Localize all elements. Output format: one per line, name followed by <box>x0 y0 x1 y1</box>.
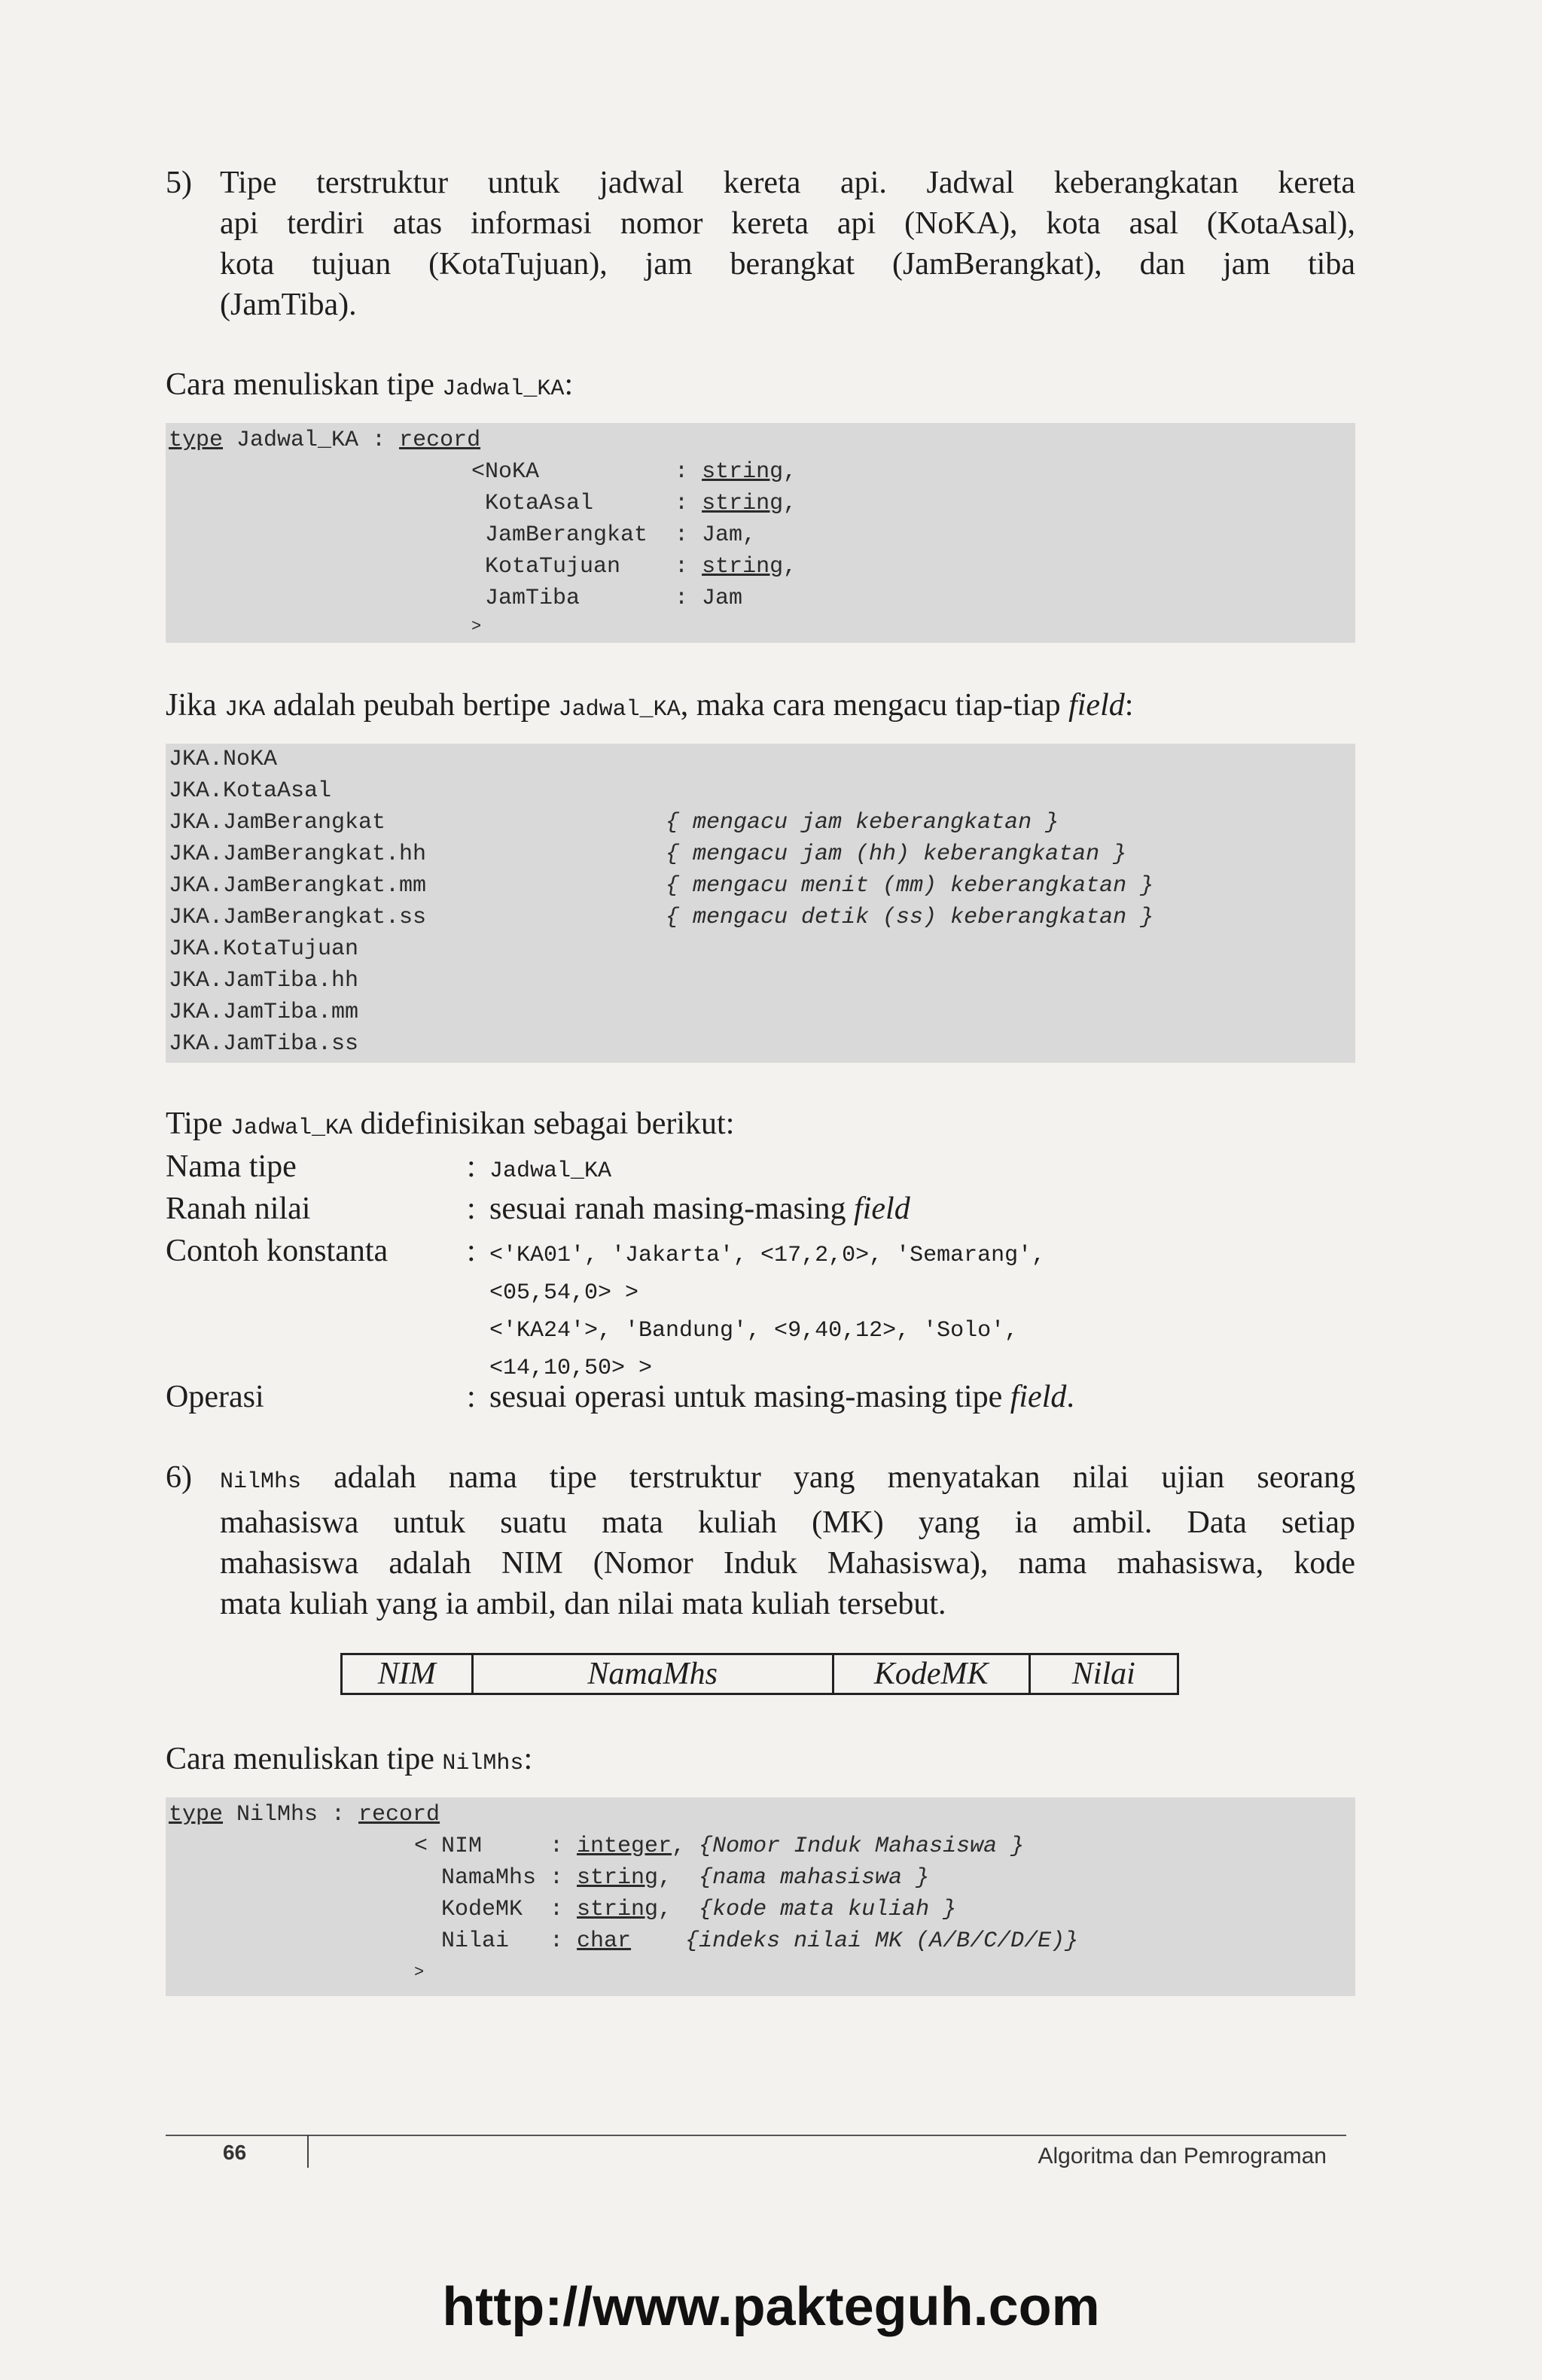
footer-rule <box>166 2135 1346 2136</box>
code-line: JKA.JamTiba.mm <box>169 1000 359 1025</box>
code-line: JKA.KotaTujuan <box>169 936 359 962</box>
code-line: JKA.JamTiba.hh <box>169 968 359 994</box>
code-line: NamaMhs : string, {nama mahasiswa } <box>414 1865 930 1891</box>
record-field-nim: NIM <box>343 1655 474 1693</box>
record-field-namamhs: NamaMhs <box>474 1655 834 1693</box>
item5-write-intro: Cara menuliskan tipe Jadwal_KA: <box>166 367 574 402</box>
record-layout-diagram <box>340 1653 1179 1695</box>
code-block-field-access <box>166 744 1355 1063</box>
book-title: Algoritma dan Pemrograman <box>1038 2144 1327 2168</box>
item6-paragraph <box>166 1457 1355 1624</box>
code-comment: { mengacu jam (hh) keberangkatan } <box>666 842 1127 867</box>
code-line: JamTiba : Jam <box>471 586 743 611</box>
code-block-nilmhs <box>166 1797 1355 1996</box>
item5-number: 5) <box>166 166 192 200</box>
item5-paragraph <box>166 163 1355 325</box>
code-line: > <box>471 617 482 636</box>
code-line: type NilMhs : record <box>169 1802 440 1828</box>
code-line: Nilai : char {indeks nilai MK (A/B/C/D/E)} <box>414 1928 1079 1954</box>
item5-line-2: api terdiri atas informasi nomor kereta api (NoKA), kota asal (KotaAsal), <box>220 206 1355 241</box>
item6-line-4: mata kuliah yang ia ambil, dan nilai mata kuliah tersebut. <box>220 1587 946 1621</box>
code-line: KotaTujuan : string, <box>471 554 797 580</box>
code-line: JKA.JamBerangkat.ss <box>169 905 427 930</box>
code-line: KodeMK : string, {kode mata kuliah } <box>414 1897 957 1922</box>
item5-line-4: (JamTiba). <box>220 288 357 322</box>
item6-number: 6) <box>166 1460 192 1495</box>
code-comment: { mengacu menit (mm) keberangkatan } <box>666 873 1154 899</box>
item5-line-3: kota tujuan (KotaTujuan), jam berangkat (JamBerangkat), dan jam tiba <box>220 247 1355 282</box>
code-line: JKA.JamTiba.ss <box>169 1031 359 1057</box>
item5-def-intro: Tipe Jadwal_KA didefinisikan sebagai berikut: <box>166 1106 735 1141</box>
code-block-jadwal-ka <box>166 423 1355 643</box>
footer-divider <box>307 2135 309 2168</box>
code-line: < NIM : integer, {Nomor Induk Mahasiswa } <box>414 1834 1025 1859</box>
item6-line-3: mahasiswa adalah NIM (Nomor Induk Mahasiswa), nama mahasiswa, kode <box>220 1546 1355 1581</box>
type-definition-table: Nama tipe : Jadwal_KA Ranah nilai : sesuai ranah masing-masing field Contoh konstanta : <'KA01', 'Jakarta', <17,2,0>, 'Semarang', <05,54,0> > <'KA24'>, 'Bandung', <9,40,12>, 'Solo', <14,10,50> > Operasi : sesuai operasi untuk masing-masing tipe field. <box>166 1149 1074 1414</box>
inline-code: Jadwal_KA <box>442 376 565 402</box>
code-line: type Jadwal_KA : record <box>169 428 481 453</box>
record-field-kodemk: KodeMK <box>834 1655 1031 1693</box>
code-line: JKA.JamBerangkat <box>169 810 386 835</box>
code-line: JKA.JamBerangkat.hh <box>169 842 427 867</box>
item6-line-2: mahasiswa untuk suatu mata kuliah (MK) yang ia ambil. Data setiap <box>220 1505 1355 1540</box>
code-line: JKA.KotaAsal <box>169 778 332 804</box>
page-number: 66 <box>223 2141 247 2164</box>
item6-write-intro: Cara menuliskan tipe NilMhs: <box>166 1742 533 1776</box>
code-line: KotaAsal : string, <box>471 491 797 516</box>
code-line: JKA.NoKA <box>169 747 278 772</box>
code-line: JKA.JamBerangkat.mm <box>169 873 427 899</box>
code-line: JamBerangkat : Jam, <box>471 522 757 548</box>
watermark-url: http://www.pakteguh.com <box>442 2277 1100 2337</box>
item6-line-1: NilMhs adalah nama tipe terstruktur yang menyatakan nilai ujian seorang <box>220 1460 1355 1495</box>
code-line: > <box>414 1963 425 1982</box>
code-comment: { mengacu jam keberangkatan } <box>666 810 1059 835</box>
code-comment: { mengacu detik (ss) keberangkatan } <box>666 905 1154 930</box>
item5-line-1: Tipe terstruktur untuk jadwal kereta api. Jadwal keberangkatan kereta <box>220 166 1355 200</box>
record-field-nilai: Nilai <box>1071 1657 1135 1691</box>
code-line: <NoKA : string, <box>471 459 797 485</box>
item5-ref-intro: Jika JKA adalah peubah bertipe Jadwal_KA, maka cara mengacu tiap-tiap field: <box>166 688 1134 723</box>
